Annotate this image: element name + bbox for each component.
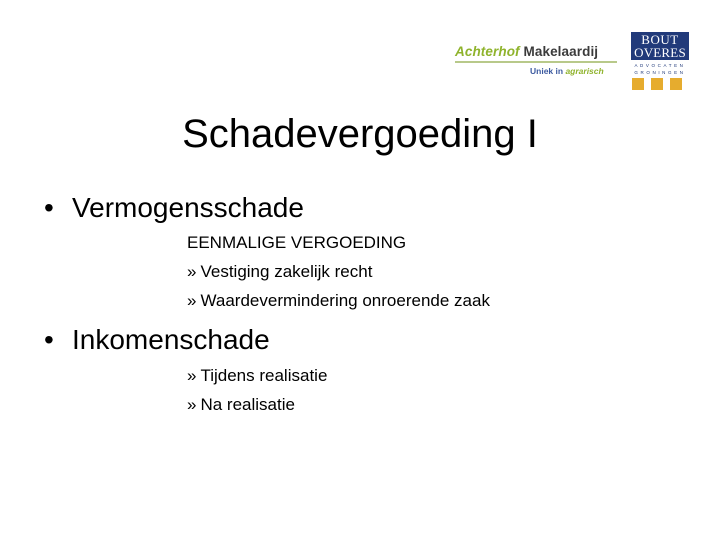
sub-item bbox=[187, 366, 327, 386]
sub-item-text: Na realisatie bbox=[200, 395, 295, 414]
sub-item-text: Waardevermindering onroerende zaak bbox=[200, 291, 490, 310]
bout-overes-box bbox=[631, 32, 689, 60]
bout-overes-squares bbox=[632, 78, 690, 92]
sub-item bbox=[187, 395, 295, 415]
bullet-vermogensschade bbox=[44, 192, 304, 224]
bout-overes-small2: GRONINGEN bbox=[634, 70, 686, 75]
bullet-inkomenschade bbox=[44, 324, 270, 356]
sub-heading: EENMALIGE VERGOEDING bbox=[187, 233, 407, 252]
bout-overes-line1: BOUT bbox=[641, 32, 679, 47]
achterhof-tagline-part2: agrarisch bbox=[565, 66, 604, 76]
achterhof-underline bbox=[455, 61, 617, 63]
sub-item-marker: » bbox=[187, 395, 197, 414]
achterhof-logo bbox=[455, 44, 617, 80]
achterhof-tagline bbox=[530, 66, 604, 76]
sub-item-marker: » bbox=[187, 366, 197, 385]
sub-item-marker: » bbox=[187, 291, 197, 310]
bullet-label: Inkomenschade bbox=[72, 324, 270, 355]
bullet-marker: • bbox=[44, 192, 54, 223]
achterhof-brand-part1: Achterhof bbox=[455, 44, 520, 59]
achterhof-tagline-part1: Uniek in bbox=[530, 66, 564, 76]
slide-title: Schadevergoeding I bbox=[182, 112, 538, 156]
bout-overes-small1: ADVOCATEN bbox=[634, 63, 686, 68]
achterhof-brand bbox=[455, 44, 598, 59]
bout-overes-square bbox=[670, 78, 682, 90]
sub-item bbox=[187, 291, 490, 311]
bullet-label: Vermogensschade bbox=[72, 192, 304, 223]
sub-item bbox=[187, 262, 372, 282]
bout-overes-line2: OVERES bbox=[634, 45, 686, 60]
achterhof-brand-part2: Makelaardij bbox=[523, 44, 599, 59]
bullet-marker: • bbox=[44, 324, 54, 355]
sub-item-marker: » bbox=[187, 262, 197, 281]
sub-item-text: Vestiging zakelijk recht bbox=[200, 262, 373, 281]
sub-item-text: Tijdens realisatie bbox=[200, 366, 328, 385]
bout-overes-logo bbox=[631, 32, 691, 92]
bout-overes-square bbox=[651, 78, 663, 90]
bout-overes-square bbox=[632, 78, 644, 90]
